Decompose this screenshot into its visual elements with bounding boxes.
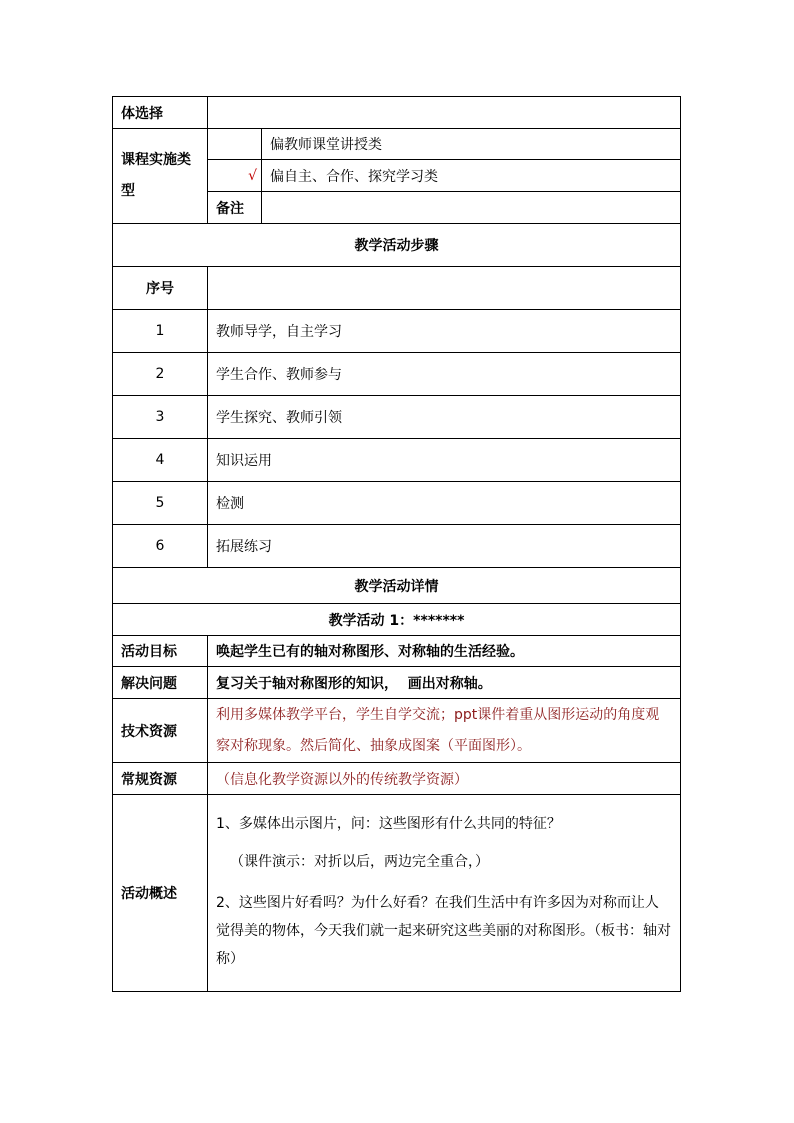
- step-number: 1: [113, 310, 208, 353]
- step-number: 6: [113, 525, 208, 568]
- step-row: [113, 353, 681, 396]
- regular-label: 常规资源: [113, 763, 208, 795]
- course-type-option-2: 偏自主、合作、探究学习类: [262, 160, 681, 192]
- problem-text: 复习关于轴对称图形的知识， 画出对称轴。: [208, 667, 681, 699]
- overview-label: 活动概述: [113, 795, 208, 992]
- step-text: 检测: [208, 482, 681, 525]
- steps-header-row: [113, 224, 681, 267]
- activity-title: 教学活动 1：*******: [113, 604, 681, 636]
- goal-text: 唤起学生已有的轴对称图形、对称轴的生活经验。: [208, 636, 681, 667]
- regular-text: （信息化教学资源以外的传统教学资源）: [208, 763, 681, 795]
- media-select-value[interactable]: [208, 97, 681, 129]
- step-text: 学生探究、教师引领: [208, 396, 681, 439]
- step-number: 2: [113, 353, 208, 396]
- remark-value[interactable]: [262, 192, 681, 224]
- activity-title-row: [113, 604, 681, 636]
- step-text: 教师导学，自主学习: [208, 310, 681, 353]
- step-number: 3: [113, 396, 208, 439]
- course-type-option-1: 偏教师课堂讲授类: [262, 129, 681, 160]
- media-select-label: 体选择: [113, 97, 208, 129]
- overview-paragraph-3: 2、这些图片好看吗？为什么好看？在我们生活中有许多因为对称而让人觉得美的物体，今天我们就一起来研究这些美丽的对称图形。（板书：轴对称）: [216, 895, 671, 967]
- regular-row: [113, 763, 681, 795]
- step-row: [113, 525, 681, 568]
- steps-header: 教学活动步骤: [113, 224, 681, 267]
- details-header: 教学活动详情: [113, 568, 681, 604]
- problem-row: [113, 667, 681, 699]
- goal-label: 活动目标: [113, 636, 208, 667]
- step-row: [113, 482, 681, 525]
- step-row: [113, 310, 681, 353]
- overview-paragraph-1: 1、多媒体出示图片，问：这些图形有什么共同的特征？: [216, 816, 561, 832]
- overview-content: [208, 795, 681, 992]
- overview-row: [113, 795, 681, 992]
- step-row: [113, 396, 681, 439]
- seq-label: 序号: [113, 267, 208, 310]
- lesson-plan-table: [112, 96, 681, 992]
- step-text: 拓展练习: [208, 525, 681, 568]
- step-row: [113, 439, 681, 482]
- tech-row: [113, 699, 681, 763]
- course-type-row-1: [113, 129, 681, 160]
- course-type-check-2[interactable]: √: [208, 160, 262, 192]
- details-header-row: [113, 568, 681, 604]
- step-number: 5: [113, 482, 208, 525]
- step-number: 4: [113, 439, 208, 482]
- problem-label: 解决问题: [113, 667, 208, 699]
- seq-header-row: [113, 267, 681, 310]
- remark-label: 备注: [208, 192, 262, 224]
- goal-row: [113, 636, 681, 667]
- overview-paragraph-2: （课件演示：对折以后，两边完全重合，）: [230, 854, 489, 870]
- tech-text: 利用多媒体教学平台，学生自学交流；ppt课件着重从图形运动的角度观察对称现象。然后简化、抽象成图案（平面图形）。: [208, 699, 681, 763]
- step-text: 学生合作、教师参与: [208, 353, 681, 396]
- course-type-check-1[interactable]: [208, 129, 262, 160]
- media-select-row: [113, 97, 681, 129]
- seq-header-empty: [208, 267, 681, 310]
- course-type-label: 课程实施类型: [113, 129, 208, 224]
- step-text: 知识运用: [208, 439, 681, 482]
- tech-label: 技术资源: [113, 699, 208, 763]
